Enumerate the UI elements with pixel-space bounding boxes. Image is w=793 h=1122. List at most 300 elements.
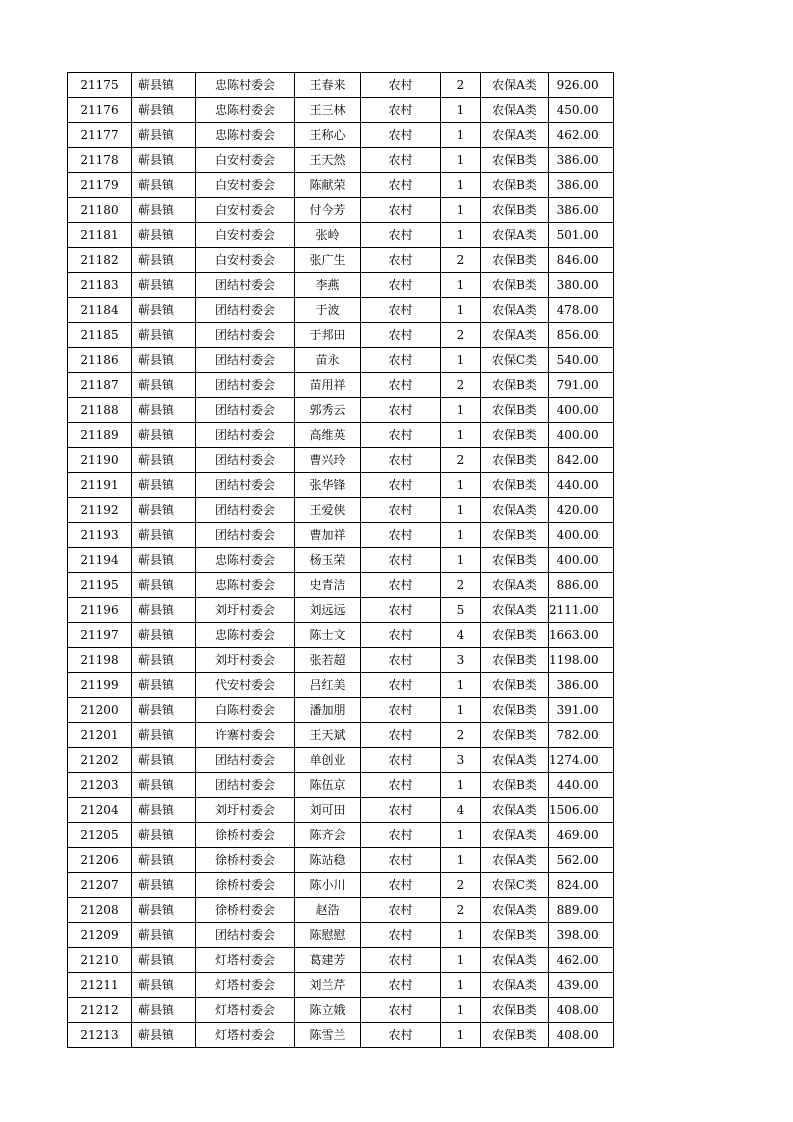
amount-cell: 400.00	[549, 523, 614, 548]
village-committee-cell: 忠陈村委会	[196, 548, 295, 573]
amount-cell: 400.00	[549, 423, 614, 448]
amount-cell: 386.00	[549, 173, 614, 198]
village-committee-cell: 白安村委会	[196, 173, 295, 198]
amount-cell: 782.00	[549, 723, 614, 748]
record-id-cell: 21198	[68, 648, 132, 673]
name-cell: 吕红美	[295, 673, 361, 698]
town-cell: 蕲县镇	[132, 723, 196, 748]
table-row	[68, 523, 614, 548]
household-type-cell: 农村	[361, 473, 441, 498]
insurance-category-cell: 农保A类	[481, 498, 549, 523]
household-type-cell: 农村	[361, 923, 441, 948]
person-count-cell: 1	[441, 948, 481, 973]
household-type-cell: 农村	[361, 348, 441, 373]
insurance-category-cell: 农保B类	[481, 548, 549, 573]
village-committee-cell: 灯塔村委会	[196, 1023, 295, 1048]
person-count-cell: 1	[441, 173, 481, 198]
household-type-cell: 农村	[361, 873, 441, 898]
record-id-cell: 21192	[68, 498, 132, 523]
record-id-cell: 21181	[68, 223, 132, 248]
household-type-cell: 农村	[361, 223, 441, 248]
table-row	[68, 173, 614, 198]
table-row	[68, 698, 614, 723]
household-type-cell: 农村	[361, 248, 441, 273]
household-type-cell: 农村	[361, 523, 441, 548]
insurance-category-cell: 农保A类	[481, 323, 549, 348]
household-type-cell: 农村	[361, 623, 441, 648]
village-committee-cell: 团结村委会	[196, 273, 295, 298]
name-cell: 于波	[295, 298, 361, 323]
insurance-category-cell: 农保A类	[481, 798, 549, 823]
town-cell: 蕲县镇	[132, 573, 196, 598]
table-row	[68, 773, 614, 798]
village-committee-cell: 忠陈村委会	[196, 623, 295, 648]
table-row	[68, 498, 614, 523]
person-count-cell: 1	[441, 923, 481, 948]
insurance-category-cell: 农保B类	[481, 373, 549, 398]
town-cell: 蕲县镇	[132, 623, 196, 648]
village-committee-cell: 忠陈村委会	[196, 73, 295, 98]
town-cell: 蕲县镇	[132, 948, 196, 973]
table-row	[68, 548, 614, 573]
town-cell: 蕲县镇	[132, 473, 196, 498]
amount-cell: 439.00	[549, 973, 614, 998]
village-committee-cell: 团结村委会	[196, 348, 295, 373]
person-count-cell: 2	[441, 873, 481, 898]
table-row	[68, 823, 614, 848]
town-cell: 蕲县镇	[132, 873, 196, 898]
village-committee-cell: 徐桥村委会	[196, 898, 295, 923]
name-cell: 于邦田	[295, 323, 361, 348]
name-cell: 张岭	[295, 223, 361, 248]
insurance-category-cell: 农保A类	[481, 73, 549, 98]
town-cell: 蕲县镇	[132, 1023, 196, 1048]
person-count-cell: 1	[441, 823, 481, 848]
amount-cell: 842.00	[549, 448, 614, 473]
household-type-cell: 农村	[361, 1023, 441, 1048]
table-row	[68, 1023, 614, 1048]
record-id-cell: 21204	[68, 798, 132, 823]
person-count-cell: 1	[441, 348, 481, 373]
record-id-cell: 21211	[68, 973, 132, 998]
table-row	[68, 73, 614, 98]
village-committee-cell: 团结村委会	[196, 373, 295, 398]
record-id-cell: 21179	[68, 173, 132, 198]
table-row	[68, 973, 614, 998]
town-cell: 蕲县镇	[132, 973, 196, 998]
table-row	[68, 198, 614, 223]
name-cell: 陈献荣	[295, 173, 361, 198]
town-cell: 蕲县镇	[132, 598, 196, 623]
name-cell: 潘加朋	[295, 698, 361, 723]
amount-cell: 398.00	[549, 923, 614, 948]
insurance-category-cell: 农保B类	[481, 148, 549, 173]
record-id-cell: 21182	[68, 248, 132, 273]
household-type-cell: 农村	[361, 773, 441, 798]
table-row	[68, 123, 614, 148]
record-id-cell: 21186	[68, 348, 132, 373]
name-cell: 苗永	[295, 348, 361, 373]
person-count-cell: 1	[441, 773, 481, 798]
person-count-cell: 1	[441, 973, 481, 998]
household-type-cell: 农村	[361, 548, 441, 573]
name-cell: 赵浩	[295, 898, 361, 923]
household-type-cell: 农村	[361, 448, 441, 473]
insurance-category-cell: 农保B类	[481, 273, 549, 298]
name-cell: 陈立娥	[295, 998, 361, 1023]
household-type-cell: 农村	[361, 748, 441, 773]
table-row	[68, 473, 614, 498]
record-id-cell: 21189	[68, 423, 132, 448]
name-cell: 陈雪兰	[295, 1023, 361, 1048]
amount-cell: 1663.00	[549, 623, 614, 648]
table-row	[68, 948, 614, 973]
amount-cell: 856.00	[549, 323, 614, 348]
household-type-cell: 农村	[361, 648, 441, 673]
village-committee-cell: 灯塔村委会	[196, 948, 295, 973]
village-committee-cell: 灯塔村委会	[196, 973, 295, 998]
insurance-category-cell: 农保A类	[481, 848, 549, 873]
person-count-cell: 1	[441, 698, 481, 723]
amount-cell: 440.00	[549, 473, 614, 498]
household-type-cell: 农村	[361, 298, 441, 323]
table-row	[68, 673, 614, 698]
insurance-category-cell: 农保B类	[481, 448, 549, 473]
name-cell: 葛建芳	[295, 948, 361, 973]
name-cell: 陈士文	[295, 623, 361, 648]
record-id-cell: 21188	[68, 398, 132, 423]
amount-cell: 1506.00	[549, 798, 614, 823]
household-type-cell: 农村	[361, 423, 441, 448]
town-cell: 蕲县镇	[132, 423, 196, 448]
household-type-cell: 农村	[361, 823, 441, 848]
town-cell: 蕲县镇	[132, 698, 196, 723]
record-id-cell: 21184	[68, 298, 132, 323]
town-cell: 蕲县镇	[132, 898, 196, 923]
town-cell: 蕲县镇	[132, 323, 196, 348]
record-id-cell: 21194	[68, 548, 132, 573]
household-type-cell: 农村	[361, 73, 441, 98]
insurance-category-cell: 农保A类	[481, 298, 549, 323]
person-count-cell: 1	[441, 298, 481, 323]
household-type-cell: 农村	[361, 798, 441, 823]
name-cell: 刘兰芹	[295, 973, 361, 998]
village-committee-cell: 白安村委会	[196, 148, 295, 173]
amount-cell: 408.00	[549, 1023, 614, 1048]
person-count-cell: 2	[441, 898, 481, 923]
insurance-category-cell: 农保B类	[481, 998, 549, 1023]
person-count-cell: 1	[441, 673, 481, 698]
household-type-cell: 农村	[361, 148, 441, 173]
name-cell: 张广生	[295, 248, 361, 273]
amount-cell: 2111.00	[549, 598, 614, 623]
insurance-category-cell: 农保B类	[481, 923, 549, 948]
household-type-cell: 农村	[361, 948, 441, 973]
person-count-cell: 2	[441, 448, 481, 473]
name-cell: 杨玉荣	[295, 548, 361, 573]
record-id-cell: 21177	[68, 123, 132, 148]
village-committee-cell: 刘圩村委会	[196, 598, 295, 623]
town-cell: 蕲县镇	[132, 548, 196, 573]
table-row	[68, 323, 614, 348]
village-committee-cell: 团结村委会	[196, 773, 295, 798]
person-count-cell: 1	[441, 423, 481, 448]
table-row	[68, 248, 614, 273]
town-cell: 蕲县镇	[132, 223, 196, 248]
household-type-cell: 农村	[361, 698, 441, 723]
name-cell: 郭秀云	[295, 398, 361, 423]
household-type-cell: 农村	[361, 123, 441, 148]
record-id-cell: 21176	[68, 98, 132, 123]
insurance-category-cell: 农保A类	[481, 748, 549, 773]
village-committee-cell: 团结村委会	[196, 923, 295, 948]
insurance-category-cell: 农保B类	[481, 723, 549, 748]
table-row	[68, 398, 614, 423]
person-count-cell: 5	[441, 598, 481, 623]
name-cell: 史青洁	[295, 573, 361, 598]
town-cell: 蕲县镇	[132, 123, 196, 148]
insurance-category-cell: 农保B类	[481, 673, 549, 698]
record-id-cell: 21178	[68, 148, 132, 173]
amount-cell: 889.00	[549, 898, 614, 923]
name-cell: 王三林	[295, 98, 361, 123]
amount-cell: 926.00	[549, 73, 614, 98]
town-cell: 蕲县镇	[132, 398, 196, 423]
person-count-cell: 4	[441, 623, 481, 648]
table-row	[68, 623, 614, 648]
table-row	[68, 273, 614, 298]
insurance-category-cell: 农保B类	[481, 173, 549, 198]
table-row	[68, 373, 614, 398]
village-committee-cell: 团结村委会	[196, 448, 295, 473]
town-cell: 蕲县镇	[132, 823, 196, 848]
name-cell: 高维英	[295, 423, 361, 448]
table-row	[68, 98, 614, 123]
record-id-cell: 21199	[68, 673, 132, 698]
table-row	[68, 998, 614, 1023]
insurance-category-cell: 农保A类	[481, 898, 549, 923]
town-cell: 蕲县镇	[132, 98, 196, 123]
name-cell: 曹兴玲	[295, 448, 361, 473]
record-id-cell: 21200	[68, 698, 132, 723]
amount-cell: 501.00	[549, 223, 614, 248]
insurance-category-cell: 农保A类	[481, 223, 549, 248]
village-committee-cell: 忠陈村委会	[196, 573, 295, 598]
town-cell: 蕲县镇	[132, 348, 196, 373]
person-count-cell: 3	[441, 748, 481, 773]
amount-cell: 408.00	[549, 998, 614, 1023]
town-cell: 蕲县镇	[132, 298, 196, 323]
record-id-cell: 21202	[68, 748, 132, 773]
relief-roster-table	[67, 72, 614, 1048]
name-cell: 陈站稳	[295, 848, 361, 873]
village-committee-cell: 许寨村委会	[196, 723, 295, 748]
household-type-cell: 农村	[361, 373, 441, 398]
insurance-category-cell: 农保A类	[481, 98, 549, 123]
amount-cell: 386.00	[549, 148, 614, 173]
person-count-cell: 1	[441, 998, 481, 1023]
amount-cell: 440.00	[549, 773, 614, 798]
town-cell: 蕲县镇	[132, 148, 196, 173]
name-cell: 陈慰慰	[295, 923, 361, 948]
person-count-cell: 2	[441, 723, 481, 748]
person-count-cell: 1	[441, 223, 481, 248]
insurance-category-cell: 农保B类	[481, 623, 549, 648]
insurance-category-cell: 农保B类	[481, 473, 549, 498]
name-cell: 张若超	[295, 648, 361, 673]
record-id-cell: 21209	[68, 923, 132, 948]
name-cell: 陈伍京	[295, 773, 361, 798]
table-row	[68, 798, 614, 823]
town-cell: 蕲县镇	[132, 448, 196, 473]
amount-cell: 400.00	[549, 398, 614, 423]
record-id-cell: 21203	[68, 773, 132, 798]
table-row	[68, 748, 614, 773]
town-cell: 蕲县镇	[132, 523, 196, 548]
record-id-cell: 21201	[68, 723, 132, 748]
insurance-category-cell: 农保B类	[481, 773, 549, 798]
person-count-cell: 1	[441, 98, 481, 123]
record-id-cell: 21206	[68, 848, 132, 873]
person-count-cell: 1	[441, 523, 481, 548]
record-id-cell: 21208	[68, 898, 132, 923]
name-cell: 刘可田	[295, 798, 361, 823]
amount-cell: 400.00	[549, 548, 614, 573]
village-committee-cell: 忠陈村委会	[196, 98, 295, 123]
village-committee-cell: 白安村委会	[196, 198, 295, 223]
insurance-category-cell: 农保A类	[481, 598, 549, 623]
village-committee-cell: 团结村委会	[196, 298, 295, 323]
village-committee-cell: 徐桥村委会	[196, 823, 295, 848]
village-committee-cell: 团结村委会	[196, 498, 295, 523]
town-cell: 蕲县镇	[132, 673, 196, 698]
insurance-category-cell: 农保B类	[481, 648, 549, 673]
amount-cell: 462.00	[549, 123, 614, 148]
record-id-cell: 21195	[68, 573, 132, 598]
village-committee-cell: 刘圩村委会	[196, 648, 295, 673]
record-id-cell: 21210	[68, 948, 132, 973]
village-committee-cell: 白陈村委会	[196, 698, 295, 723]
household-type-cell: 农村	[361, 323, 441, 348]
person-count-cell: 1	[441, 198, 481, 223]
household-type-cell: 农村	[361, 598, 441, 623]
record-id-cell: 21191	[68, 473, 132, 498]
table-row	[68, 873, 614, 898]
record-id-cell: 21197	[68, 623, 132, 648]
table-row	[68, 573, 614, 598]
household-type-cell: 农村	[361, 198, 441, 223]
household-type-cell: 农村	[361, 898, 441, 923]
insurance-category-cell: 农保A类	[481, 823, 549, 848]
name-cell: 陈小川	[295, 873, 361, 898]
table-row	[68, 148, 614, 173]
record-id-cell: 21180	[68, 198, 132, 223]
person-count-cell: 2	[441, 373, 481, 398]
town-cell: 蕲县镇	[132, 648, 196, 673]
name-cell: 王天然	[295, 148, 361, 173]
table-row	[68, 598, 614, 623]
amount-cell: 562.00	[549, 848, 614, 873]
person-count-cell: 1	[441, 398, 481, 423]
name-cell: 李燕	[295, 273, 361, 298]
person-count-cell: 2	[441, 323, 481, 348]
person-count-cell: 1	[441, 498, 481, 523]
table-row	[68, 923, 614, 948]
table-row	[68, 348, 614, 373]
town-cell: 蕲县镇	[132, 373, 196, 398]
person-count-cell: 1	[441, 123, 481, 148]
insurance-category-cell: 农保B类	[481, 248, 549, 273]
record-id-cell: 21187	[68, 373, 132, 398]
amount-cell: 450.00	[549, 98, 614, 123]
name-cell: 王春来	[295, 73, 361, 98]
amount-cell: 540.00	[549, 348, 614, 373]
village-committee-cell: 白安村委会	[196, 248, 295, 273]
amount-cell: 791.00	[549, 373, 614, 398]
household-type-cell: 农村	[361, 398, 441, 423]
person-count-cell: 1	[441, 848, 481, 873]
insurance-category-cell: 农保B类	[481, 698, 549, 723]
table-row	[68, 848, 614, 873]
village-committee-cell: 刘圩村委会	[196, 798, 295, 823]
insurance-category-cell: 农保B类	[481, 398, 549, 423]
table-row	[68, 448, 614, 473]
town-cell: 蕲县镇	[132, 773, 196, 798]
insurance-category-cell: 农保B类	[481, 1023, 549, 1048]
amount-cell: 386.00	[549, 198, 614, 223]
town-cell: 蕲县镇	[132, 248, 196, 273]
person-count-cell: 2	[441, 248, 481, 273]
town-cell: 蕲县镇	[132, 748, 196, 773]
town-cell: 蕲县镇	[132, 173, 196, 198]
name-cell: 刘远远	[295, 598, 361, 623]
amount-cell: 478.00	[549, 298, 614, 323]
village-committee-cell: 忠陈村委会	[196, 123, 295, 148]
insurance-category-cell: 农保A类	[481, 973, 549, 998]
household-type-cell: 农村	[361, 173, 441, 198]
table-row	[68, 723, 614, 748]
name-cell: 单创业	[295, 748, 361, 773]
record-id-cell: 21213	[68, 1023, 132, 1048]
insurance-category-cell: 农保A类	[481, 573, 549, 598]
person-count-cell: 1	[441, 473, 481, 498]
table-row	[68, 648, 614, 673]
amount-cell: 1198.00	[549, 648, 614, 673]
person-count-cell: 4	[441, 798, 481, 823]
village-committee-cell: 团结村委会	[196, 398, 295, 423]
table-row	[68, 898, 614, 923]
town-cell: 蕲县镇	[132, 73, 196, 98]
insurance-category-cell: 农保A类	[481, 123, 549, 148]
household-type-cell: 农村	[361, 998, 441, 1023]
village-committee-cell: 白安村委会	[196, 223, 295, 248]
village-committee-cell: 团结村委会	[196, 523, 295, 548]
table-row	[68, 423, 614, 448]
amount-cell: 886.00	[549, 573, 614, 598]
record-id-cell: 21193	[68, 523, 132, 548]
insurance-category-cell: 农保B类	[481, 423, 549, 448]
record-id-cell: 21175	[68, 73, 132, 98]
village-committee-cell: 团结村委会	[196, 423, 295, 448]
amount-cell: 386.00	[549, 673, 614, 698]
record-id-cell: 21196	[68, 598, 132, 623]
household-type-cell: 农村	[361, 723, 441, 748]
person-count-cell: 2	[441, 73, 481, 98]
insurance-category-cell: 农保A类	[481, 948, 549, 973]
record-id-cell: 21190	[68, 448, 132, 473]
name-cell: 曹加祥	[295, 523, 361, 548]
village-committee-cell: 团结村委会	[196, 748, 295, 773]
